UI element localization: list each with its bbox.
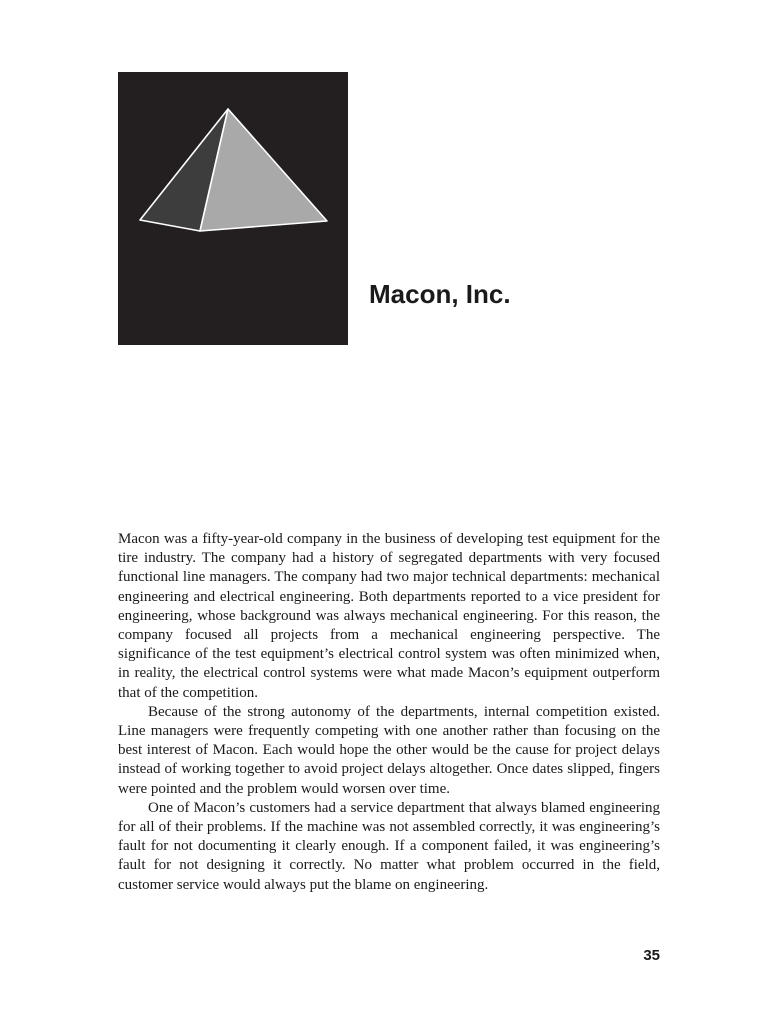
chapter-opener-art	[118, 72, 348, 345]
body-text	[118, 530, 660, 895]
page-number: 35	[643, 947, 660, 964]
pyramid-icon	[118, 72, 348, 345]
paragraph-2: Because of the strong autonomy of the departments, internal competition existed. Line managers were frequently competing with one another rather than focusing on the best interest of Macon. Each would hope the other would be the cause for project delays instead of working together to avoid project delays altogether. Once dates slipped, fingers were pointed and the problem would worsen over time.	[118, 703, 660, 797]
paragraph-1: Macon was a fifty-year-old company in the business of developing test equipment for the tire industry. The company had a history of segregated departments with very focused functional line managers. The company had two major technical departments: mechanical engineering and electrical engineering. Both departments reported to a vice president for engineering, whose background was always mechanical engineering. For this reason, the company focused all projects from a mechanical engineering perspective. The significance of the test equipment’s electrical control system was often minimized when, in reality, the electrical control systems were what made Macon’s equipment outperform that of the competition.	[118, 531, 660, 701]
paragraph-3: One of Macon’s customers had a service department that always blamed engineering for all of their problems. If the machine was not assembled correctly, it was engineering’s fault for not documenting it clearly enough. If a component failed, it was engineering’s fault for not designing it correctly. No matter what problem occurred in the field, customer service would always put the blame on engineering.	[118, 799, 660, 893]
chapter-title: Macon, Inc.	[369, 279, 511, 309]
